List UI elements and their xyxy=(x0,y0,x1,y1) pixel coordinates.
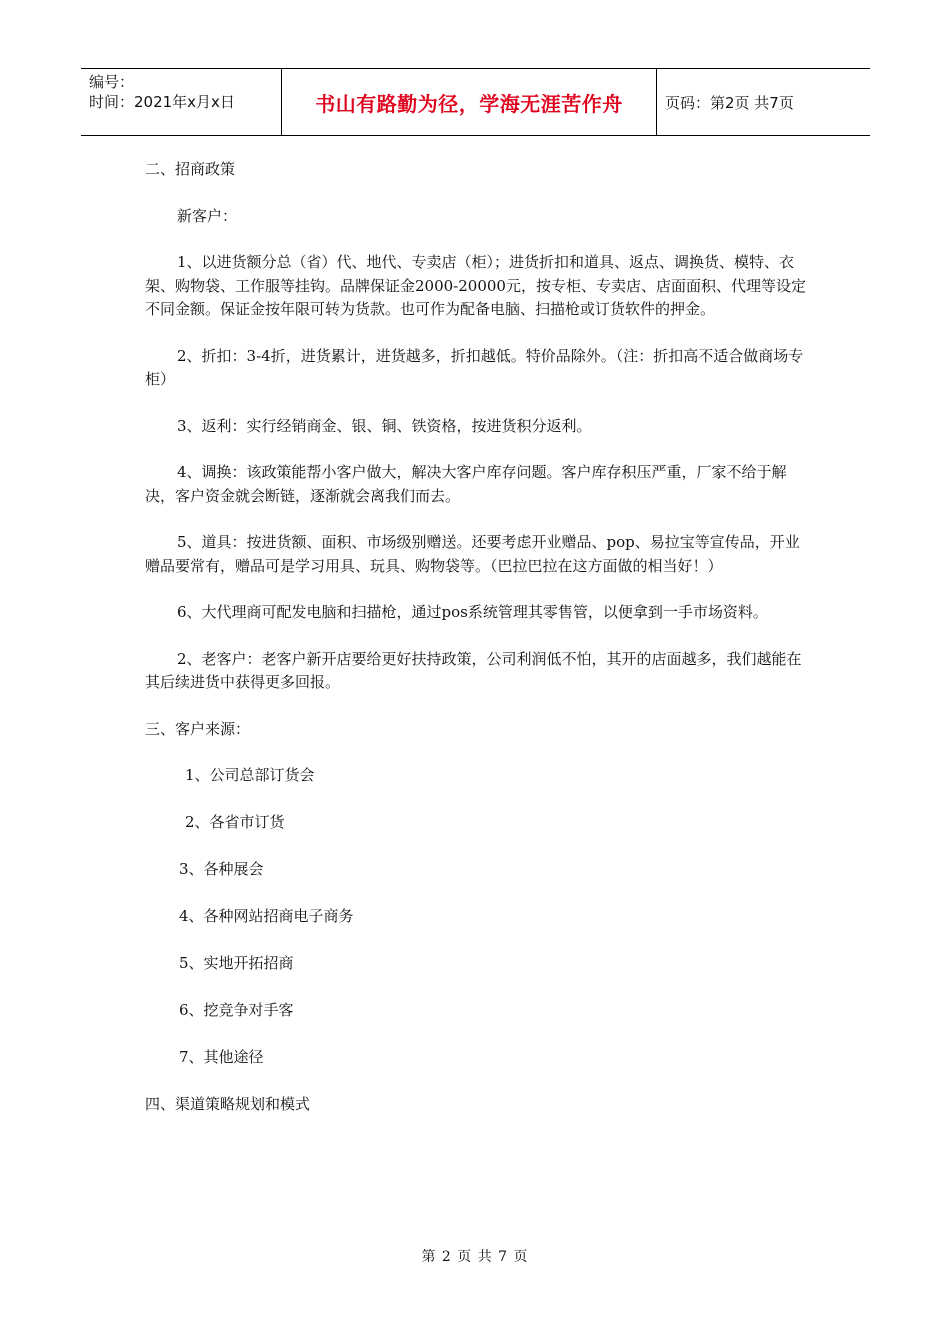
section-title-customer-source: 三、客户来源： xyxy=(145,719,251,738)
policy-paragraph: 3、返利：实行经销商金、银、铜、铁资格，按进货积分返利。 xyxy=(177,416,592,435)
header-page-info: 页码：第2页 共7页 xyxy=(665,93,794,112)
page-header xyxy=(81,68,870,136)
source-item: 2、各省市订货 xyxy=(185,813,285,831)
document-number-label: 编号： xyxy=(89,73,135,91)
old-customer-paragraph: 2、老客户：老客户新开店要给更好扶持政策，公司利润低不怕，其开的店面越多，我们越能在其后续进货中获得更多回报。 xyxy=(145,649,802,691)
page-footer: 第 2 页 共 7 页 xyxy=(421,1249,529,1265)
source-item: 6、挖竞争对手客 xyxy=(179,1001,294,1019)
new-customer-label: 新客户： xyxy=(177,206,238,225)
header-divider-right xyxy=(656,69,657,135)
source-item: 5、实地开拓招商 xyxy=(179,954,294,972)
policy-paragraph: 4、调换：该政策能帮小客户做大，解决大客户库存问题。客户库存积压严重，厂家不给于解决，客户资金就会断链，逐渐就会离我们而去。 xyxy=(145,463,787,505)
document-body xyxy=(145,158,810,1140)
policy-paragraph: 1、以进货额分总（省）代、地代、专卖店（柜）；进货折扣和道具、返点、调换货、模特、衣架、购物袋、工作服等挂钩。品牌保证金2000-20000元，按专柜、专卖店、店面面积、代理等设定不同金额。保证金按年限可转为货款。也可作为配备电脑、扫描枪或订货软件的押金。 xyxy=(145,253,806,318)
policy-paragraph: 6、大代理商可配发电脑和扫描枪，通过pos系统管理其零售管，以便拿到一手市场资料。 xyxy=(177,603,768,621)
header-meta xyxy=(89,72,279,112)
header-motto: 书山有路勤为径，学海无涯苦作舟 xyxy=(315,91,623,116)
source-item: 7、其他途径 xyxy=(179,1048,264,1066)
source-item: 4、各种网站招商电子商务 xyxy=(179,907,354,925)
policy-paragraph: 2、折扣：3-4折，进货累计，进货越多，折扣越低。特价品除外。（注：折扣高不适合做商场专柜） xyxy=(145,346,804,388)
section-title-policy: 二、招商政策 xyxy=(145,160,236,178)
section-title-channel-strategy: 四、渠道策略规划和模式 xyxy=(145,1095,311,1113)
source-item: 3、各种展会 xyxy=(179,860,264,878)
source-item: 1、公司总部订货会 xyxy=(185,766,315,784)
policy-paragraph: 5、道具：按进货额、面积、市场级别赠送。还要考虑开业赠品、pop、易拉宝等宣传品，开业赠品要常有，赠品可是学习用具、玩具、购物袋等。（巴拉巴拉在这方面做的相当好！） xyxy=(145,533,800,575)
document-time-label: 时间：2021年x月x日 xyxy=(89,93,235,111)
